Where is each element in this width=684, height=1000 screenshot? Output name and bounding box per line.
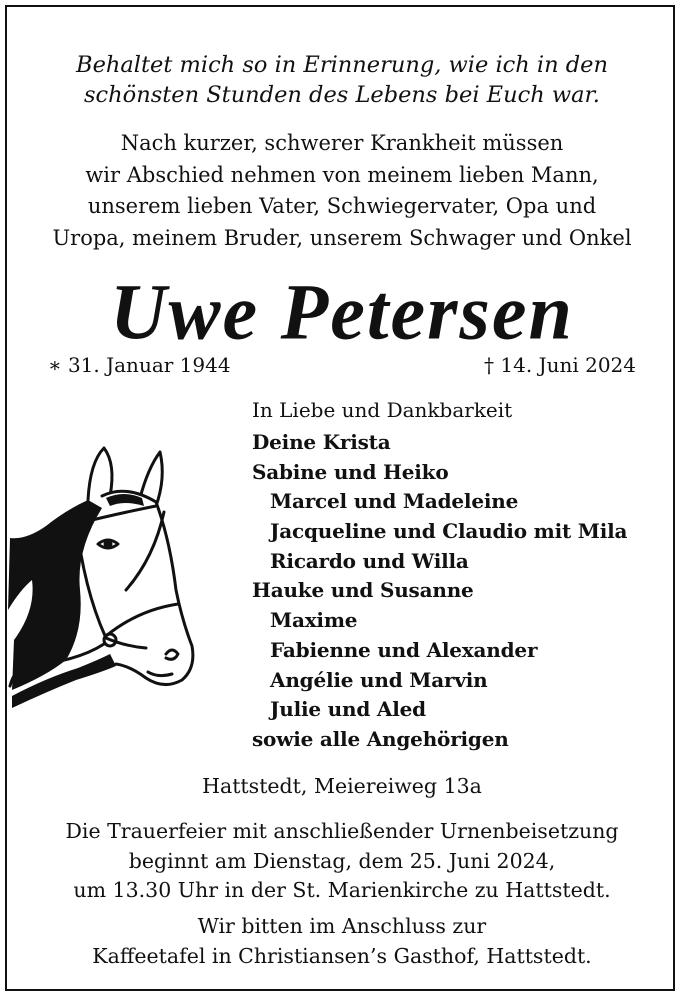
family-member: Angélie und Marvin <box>270 667 488 692</box>
family-member: Jacqueline und Claudio mit Mila <box>270 519 628 544</box>
cafe-line-1: Wir bitten im Anschluss zur <box>197 914 487 938</box>
family-member: Maxime <box>270 608 358 633</box>
deceased-name: Uwe Petersen <box>110 267 574 356</box>
family-member: Ricardo und Willa <box>270 548 469 573</box>
family-member: Julie und Aled <box>270 697 426 722</box>
family-member: Fabienne und Alexander <box>270 637 538 662</box>
quote-line-2: schönsten Stunden des Lebens bei Euch war. <box>84 82 600 108</box>
intro-line-4: Uropa, meinem Bruder, unserem Schwager und Onkel <box>52 225 632 250</box>
family-member: Sabine und Heiko <box>252 459 449 484</box>
cafe-info <box>0 912 684 971</box>
intro-text <box>0 128 684 254</box>
address: Hattstedt, Meiereiweg 13a <box>202 774 482 798</box>
family-member: Hauke und Susanne <box>252 578 474 603</box>
intro-line-1: Nach kurzer, schwerer Krankheit müssen <box>120 131 564 155</box>
death-date: † 14. Juni 2024 <box>484 353 636 377</box>
service-line-1: Die Trauerfeier mit anschließender Urnenbeisetzung <box>65 819 619 843</box>
birth-date: ∗ 31. Januar 1944 <box>48 353 231 377</box>
intro-line-2: wir Abschied nehmen von meinem lieben Mann, <box>85 162 599 187</box>
service-line-3: um 13.30 Uhr in der St. Marienkirche zu Hattstedt. <box>73 878 611 902</box>
family-list <box>252 428 627 755</box>
horse-head-icon <box>6 440 196 710</box>
cafe-line-2: Kaffeetafel in Christiansen’s Gasthof, Hattstedt. <box>92 943 592 968</box>
family-member: Marcel und Madeleine <box>270 489 519 514</box>
intro-line-3: unserem lieben Vater, Schwiegervater, Opa und <box>87 194 597 218</box>
thanks-line: In Liebe und Dankbarkeit <box>252 398 513 422</box>
family-member: sowie alle Angehörigen <box>252 726 509 751</box>
service-info <box>0 817 684 906</box>
quote-line-1: Behaltet mich so in Erinnerung, wie ich in den <box>76 52 608 78</box>
family-member: Deine Krista <box>252 430 391 454</box>
service-line-2: beginnt am Dienstag, dem 25. Juni 2024, <box>128 848 556 873</box>
quote <box>0 50 684 110</box>
